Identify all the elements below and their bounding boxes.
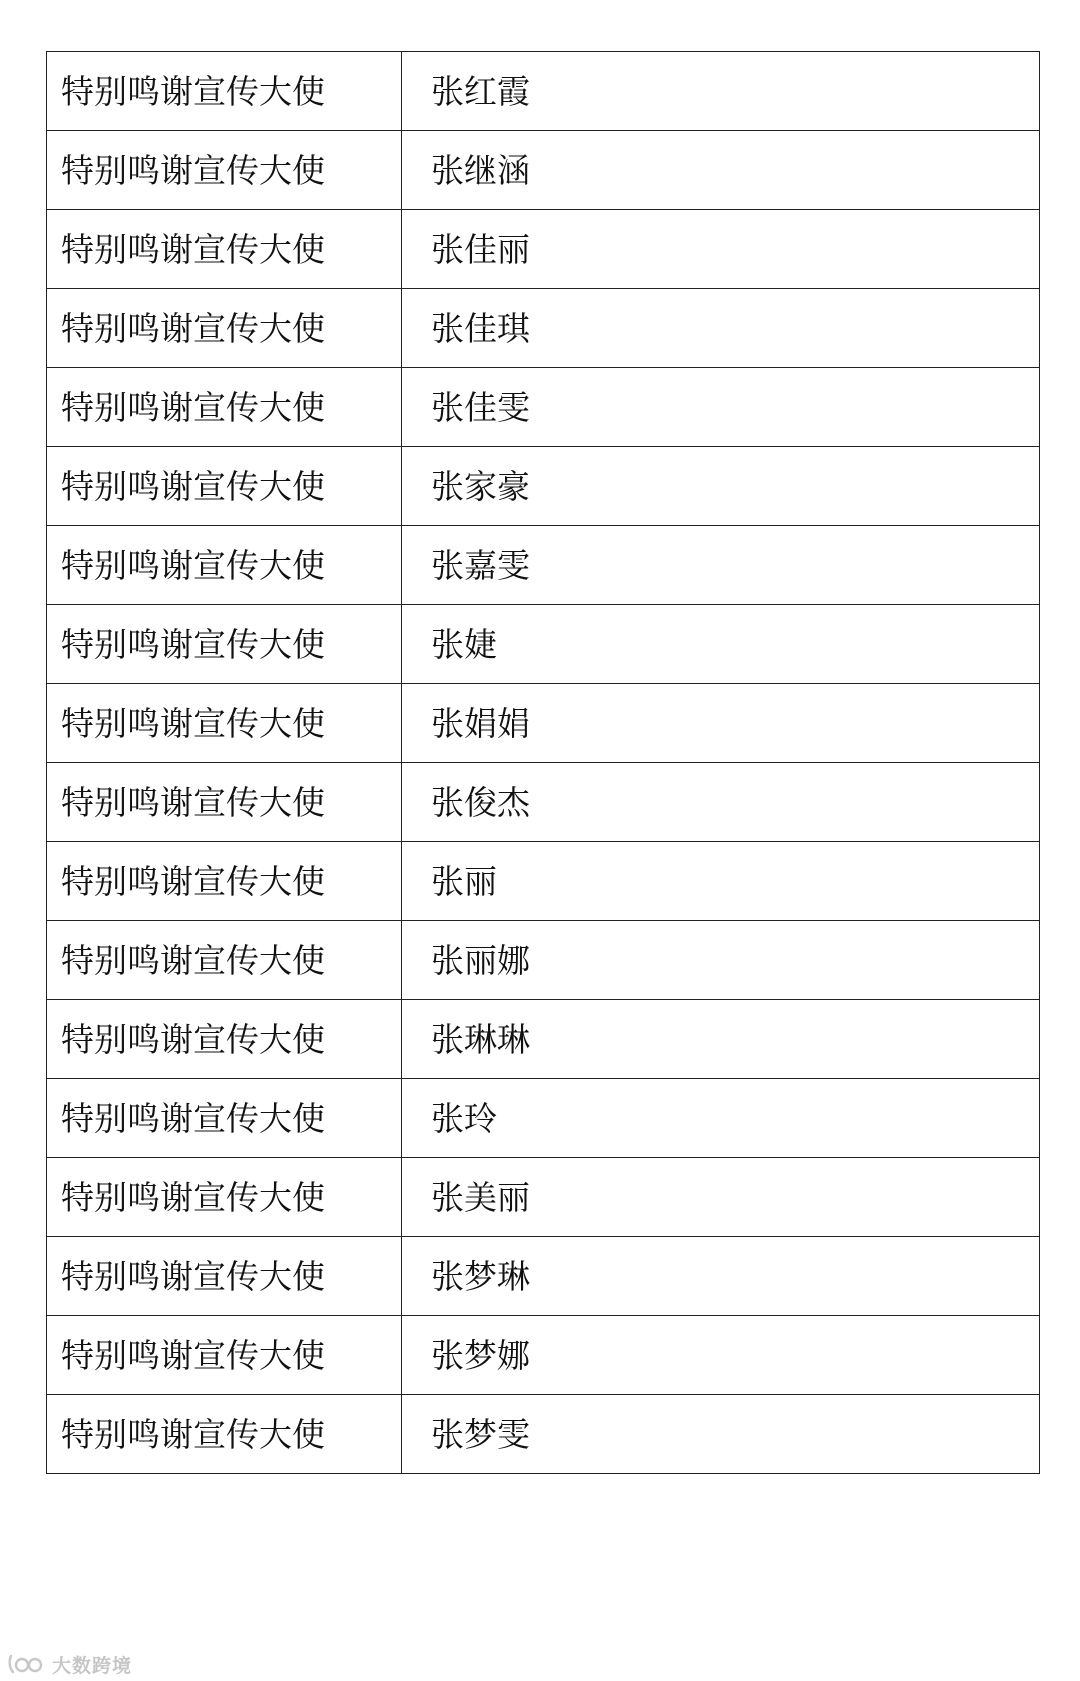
table-row <box>47 605 1040 684</box>
row-title-cell: 特别鸣谢宣传大使 <box>47 289 402 368</box>
row-name-cell: 张梦琳 <box>402 1237 1040 1316</box>
row-title-cell: 特别鸣谢宣传大使 <box>47 684 402 763</box>
row-name-cell: 张继涵 <box>402 131 1040 210</box>
table-row <box>47 210 1040 289</box>
row-name-cell: 张佳丽 <box>402 210 1040 289</box>
row-name-cell: 张丽 <box>402 842 1040 921</box>
row-name-cell: 张婕 <box>402 605 1040 684</box>
row-name-cell: 张嘉雯 <box>402 526 1040 605</box>
acknowledgement-table-body <box>47 52 1040 1474</box>
row-name-cell: 张家豪 <box>402 447 1040 526</box>
row-title-cell: 特别鸣谢宣传大使 <box>47 447 402 526</box>
row-title-cell: 特别鸣谢宣传大使 <box>47 763 402 842</box>
row-title-cell: 特别鸣谢宣传大使 <box>47 1237 402 1316</box>
table-row <box>47 526 1040 605</box>
table-row <box>47 131 1040 210</box>
row-title-cell: 特别鸣谢宣传大使 <box>47 368 402 447</box>
table-row <box>47 1000 1040 1079</box>
row-title-cell: 特别鸣谢宣传大使 <box>47 921 402 1000</box>
table-row <box>47 1395 1040 1474</box>
row-title-cell: 特别鸣谢宣传大使 <box>47 1000 402 1079</box>
watermark <box>8 1651 132 1677</box>
row-title-cell: 特别鸣谢宣传大使 <box>47 1316 402 1395</box>
row-name-cell: 张娟娟 <box>402 684 1040 763</box>
row-name-cell: 张丽娜 <box>402 921 1040 1000</box>
row-title-cell: 特别鸣谢宣传大使 <box>47 210 402 289</box>
table-row <box>47 1316 1040 1395</box>
row-name-cell: 张琳琳 <box>402 1000 1040 1079</box>
table-row <box>47 1237 1040 1316</box>
table-row <box>47 368 1040 447</box>
table-row <box>47 1158 1040 1237</box>
row-name-cell: 张梦雯 <box>402 1395 1040 1474</box>
row-name-cell: 张佳琪 <box>402 289 1040 368</box>
row-title-cell: 特别鸣谢宣传大使 <box>47 526 402 605</box>
watermark-text: 大数跨境 <box>52 1654 133 1677</box>
row-title-cell: 特别鸣谢宣传大使 <box>47 1158 402 1237</box>
brand-logo-icon <box>8 1652 46 1676</box>
row-title-cell: 特别鸣谢宣传大使 <box>47 131 402 210</box>
table-row <box>47 1079 1040 1158</box>
row-name-cell: 张俊杰 <box>402 763 1040 842</box>
table-row <box>47 447 1040 526</box>
table-row <box>47 52 1040 131</box>
row-name-cell: 张红霞 <box>402 52 1040 131</box>
table-row <box>47 289 1040 368</box>
table-row <box>47 921 1040 1000</box>
table-row <box>47 684 1040 763</box>
row-title-cell: 特别鸣谢宣传大使 <box>47 605 402 684</box>
row-title-cell: 特别鸣谢宣传大使 <box>47 1395 402 1474</box>
table-row <box>47 842 1040 921</box>
row-title-cell: 特别鸣谢宣传大使 <box>47 52 402 131</box>
row-title-cell: 特别鸣谢宣传大使 <box>47 842 402 921</box>
row-title-cell: 特别鸣谢宣传大使 <box>47 1079 402 1158</box>
row-name-cell: 张美丽 <box>402 1158 1040 1237</box>
row-name-cell: 张梦娜 <box>402 1316 1040 1395</box>
table-row <box>47 763 1040 842</box>
row-name-cell: 张佳雯 <box>402 368 1040 447</box>
acknowledgement-table <box>46 51 1040 1474</box>
row-name-cell: 张玲 <box>402 1079 1040 1158</box>
